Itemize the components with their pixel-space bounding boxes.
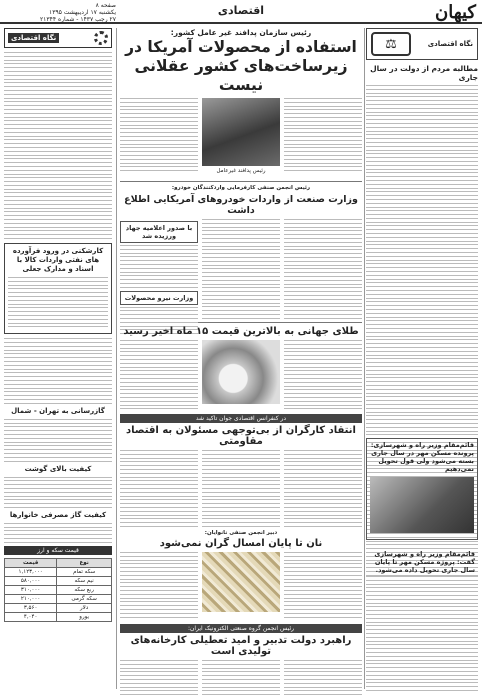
highlight-box: با صدور اعلامیه جهاد ورزیده شد [120, 221, 198, 243]
bread-photo [202, 552, 280, 612]
story-body [120, 660, 362, 695]
lead-photo-wrap [202, 98, 280, 178]
left-column-label: نگاه اقتصادی [8, 33, 59, 43]
lead-photo [202, 98, 280, 166]
column-rule [116, 28, 117, 689]
bottom-story [366, 548, 478, 694]
story-headline: راهبرد دولت تدبیر و امید تعطیلی کارخانه‌های تولیدی است [130, 635, 352, 657]
column-header: قیمت [5, 558, 57, 567]
story-body [120, 340, 362, 412]
story-body [120, 450, 362, 528]
gear-icon [94, 31, 108, 45]
gold-coins-photo [202, 340, 280, 404]
table-row [5, 612, 112, 621]
column-logo [366, 28, 478, 60]
story-box [4, 243, 112, 334]
story-body [120, 219, 362, 319]
body-text [120, 552, 198, 622]
table-cell: سکه گرمی [57, 594, 112, 603]
minister-story [366, 438, 478, 540]
table-cell: ۳,۵۶۰ [5, 603, 57, 612]
table-cell: دلار [57, 603, 112, 612]
body-text [202, 660, 280, 695]
body-text [202, 219, 280, 319]
issue-info [6, 2, 116, 23]
story-kicker: دبیر انجمن صنفی نانوایان: [204, 530, 278, 536]
column-title: مطالبه مردم از دولت در سال جاری [370, 64, 478, 82]
table-cell: ربع سکه [57, 585, 112, 594]
center-column [120, 28, 362, 688]
column-header: نوع [57, 558, 112, 567]
body-text [284, 340, 362, 412]
divider [120, 181, 362, 182]
section-title: اقتصادی [217, 4, 265, 17]
highlight-box: وزارت نیرو محصولات [120, 291, 198, 305]
body-text [120, 660, 198, 695]
body-text [120, 340, 198, 412]
left-column-header [4, 28, 112, 48]
body-text [284, 219, 362, 319]
story-title: کیفیت بالای گوشت [24, 464, 92, 473]
price-table-title: قیمت سکه و ارز [4, 546, 112, 555]
lead-headline: استفاده از محصولات آمریکا در زیرساخت‌های کشور عقلانی نیست [125, 38, 357, 94]
table-row [5, 594, 112, 603]
body-text [120, 450, 198, 528]
lead-kicker: رئیس سازمان پدافند غیر عامل کشور: [170, 28, 312, 37]
story-kicker-band: رئیس انجمن گروه صنعتی الکترونیک ایران: [120, 624, 362, 633]
table-row [5, 567, 112, 576]
body-text [4, 52, 112, 239]
story-headline: وزارت صنعت از واردات خودروهای آمریکایی اطلاع داشت [124, 194, 358, 216]
minister-headline: قائم‌مقام وزیر راه و شهرسازی: پرونده مسکن مهر در سال جاری بسته می‌شود ولی قول تحویل نمی‌دهیم [370, 441, 474, 473]
lead-story-body [120, 98, 362, 178]
column-rule [364, 28, 365, 689]
table-cell: ۲۱۰,۰۰۰ [5, 594, 57, 603]
body-text [120, 245, 198, 288]
masthead: کیهان [434, 2, 476, 23]
story-kicker: رئیس انجمن صنفی کارفرمایی واردکنندگان خودرو: [171, 185, 311, 191]
table-header-row [5, 558, 112, 567]
body-text [4, 477, 112, 508]
page-header [0, 0, 482, 24]
story-title: گازرسانی به تهران - شمال [11, 406, 105, 415]
story-headline: طلای جهانی به بالاترین قیمت ۱۵ ماه اخیر رسید [123, 326, 359, 337]
photo-caption: رئیس پدافند غیرعامل [216, 168, 266, 174]
body-text [284, 552, 362, 622]
story-body [120, 552, 362, 622]
issue-number: ۲۷ رجب ۱۴۳۷ - شماره ۲۱۳۴۴ [39, 16, 116, 23]
price-table [4, 558, 112, 622]
table-cell: ۵۸۰,۰۰۰ [5, 576, 57, 585]
table-cell: ۱,۱۲۳,۰۰۰ [5, 567, 57, 576]
story-title: کیفیت گاز مصرفی خانوارها [9, 510, 107, 519]
story-box-title: کارشکنی در ورود فرآورده های نفتی واردات کالا با اسناد و مدارک جعلی [12, 247, 104, 274]
table-cell: سکه تمام [57, 567, 112, 576]
table-row [5, 576, 112, 585]
page-number: صفحه ۸ [95, 2, 116, 9]
body-text [202, 450, 280, 528]
logo-label: نگاه اقتصادی [427, 40, 473, 48]
story-kicker-band: در کنفرانس اقتصادی جوان تاکید شد [120, 414, 362, 423]
body-text [4, 419, 112, 462]
bottom-story-caption: قائم‌مقام وزیر راه و شهرسازی گفت: پروژه مسکن مهر تا پایان سال جاری تحویل داده می‌شود. [374, 550, 475, 574]
issue-date: یکشنبه ۱۷ اردیبهشت ۱۳۹۵ [49, 9, 116, 16]
table-row [5, 585, 112, 594]
story-sidebar [120, 219, 198, 319]
body-text [284, 98, 362, 178]
table-cell: یورو [57, 612, 112, 621]
table-row [5, 603, 112, 612]
body-text [4, 523, 112, 543]
table-cell: ۴,۰۴۰ [5, 612, 57, 621]
left-column [4, 28, 112, 688]
minister-photo [370, 477, 474, 533]
body-text [284, 450, 362, 528]
right-column [366, 28, 478, 688]
table-cell: نیم سکه [57, 576, 112, 585]
body-text [120, 98, 198, 178]
body-text [4, 338, 112, 404]
body-text [8, 277, 108, 327]
body-text [284, 660, 362, 695]
scale-icon: ⚖ [371, 32, 411, 56]
story-headline: نان تا پایان امسال گران نمی‌شود [159, 538, 323, 549]
body-text [366, 576, 478, 691]
story-headline: انتقاد کارگران از بی‌توجهی مسئولان به اقتصاد مقاومتی [126, 425, 356, 447]
table-cell: ۳۱۰,۰۰۰ [5, 585, 57, 594]
